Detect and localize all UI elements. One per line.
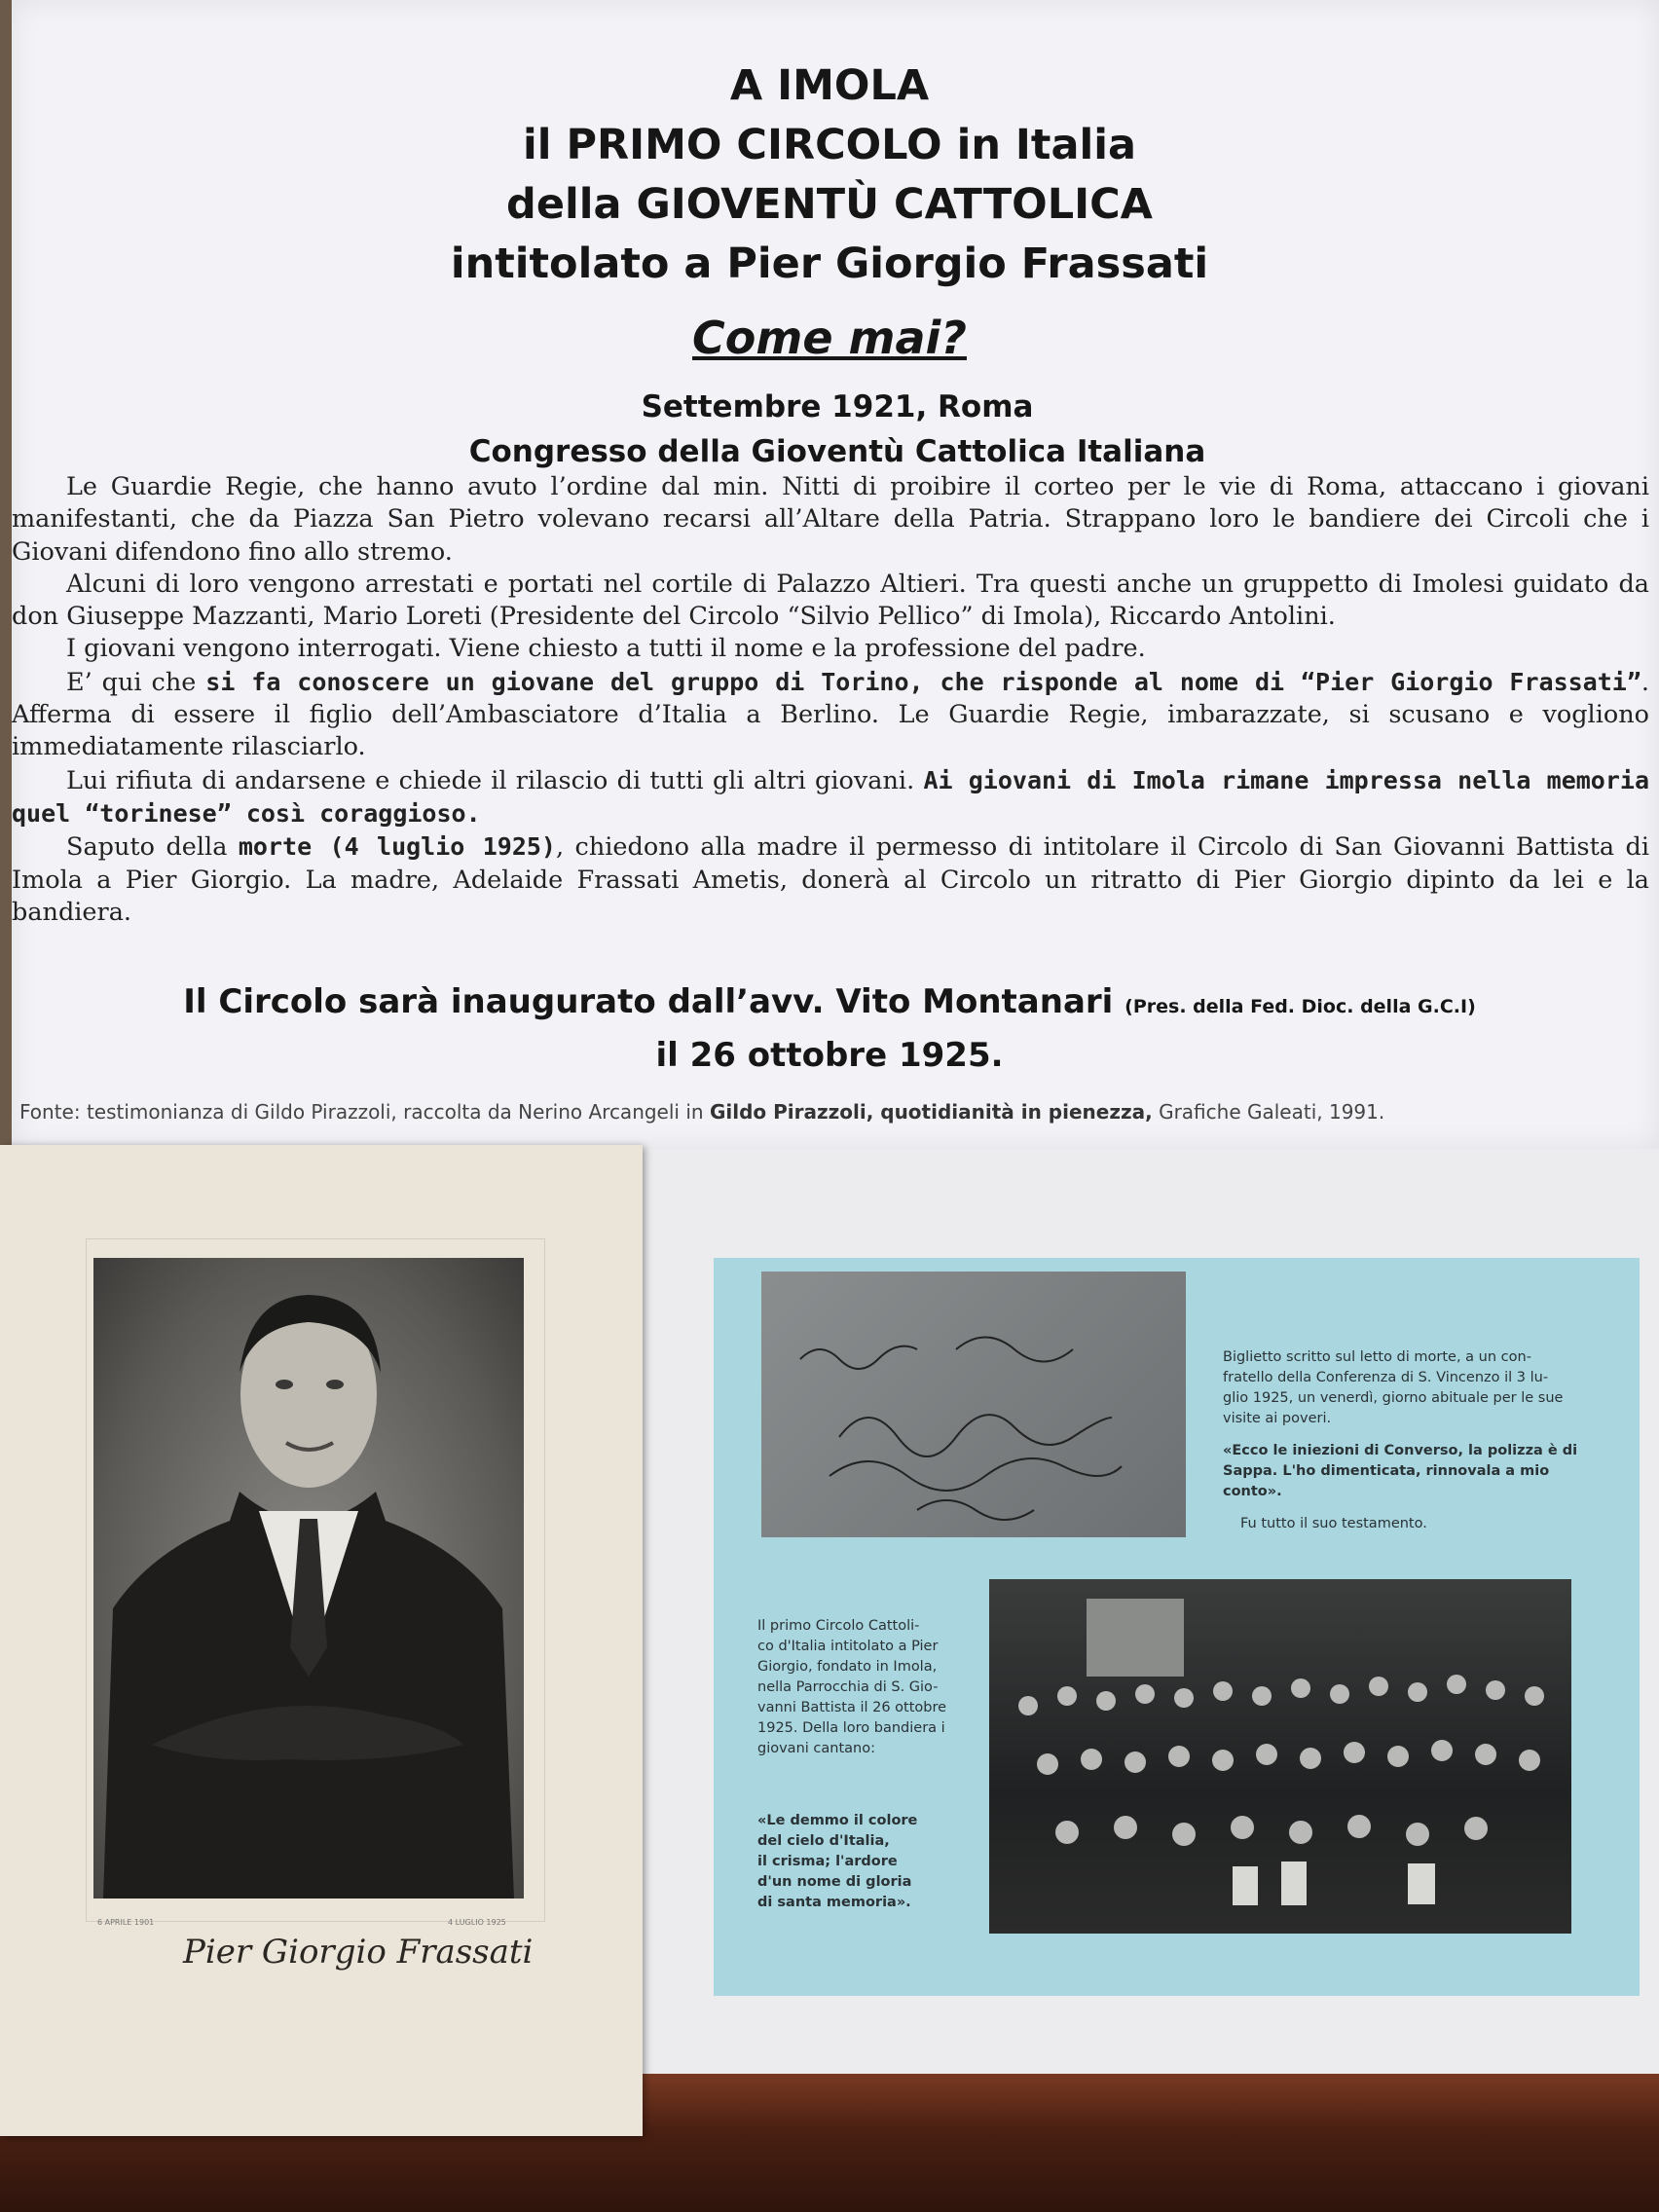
- verse-line: del cielo d'Italia,: [757, 1833, 890, 1849]
- paragraph: [12, 666, 1649, 764]
- title-line: il PRIMO CIRCOLO in Italia: [523, 121, 1136, 169]
- verse-line: d'un nome di gloria: [757, 1874, 912, 1890]
- verse-line: il crisma; l'ardore: [757, 1854, 898, 1869]
- caption-line: glio 1925, un venerdì, giorno abituale per le sue: [1223, 1390, 1564, 1406]
- poster-body: [12, 471, 1649, 929]
- congress-heading: Congresso della Gioventù Cattolica Italiana: [468, 434, 1206, 469]
- inauguration-note: (Pres. della Fed. Dioc. della G.C.I): [1124, 996, 1476, 1017]
- caption-line: 1925. Della loro bandiera i: [757, 1720, 945, 1736]
- portrait-photo: [93, 1258, 524, 1899]
- inauguration-date: il 26 ottobre 1925.: [655, 1036, 1004, 1075]
- paragraph: I giovani vengono interrogati. Viene chiesto a tutti il nome e la professione del padre.: [66, 634, 1146, 664]
- paragraph: [12, 830, 1649, 929]
- song-verse: [757, 1811, 962, 1913]
- date-place: Settembre 1921, Roma: [641, 389, 1034, 424]
- caption-line: Giorgio, fondato in Imola,: [757, 1659, 938, 1675]
- source-citation: [19, 1100, 1655, 1124]
- source-book: Gildo Pirazzoli, quotidianità in pienezza,: [709, 1100, 1153, 1124]
- paragraph: Le Guardie Regie, che hanno avuto l’ordine dal min. Nitti di proibire il corteo per le vie di Roma, attaccano i giovani manifestanti, che da Piazza San Pietro volevano recarsi all’Altare della Patria. Strappano loro le bandiere dei Circoli che i Giovani difendono fino allo stremo.: [12, 472, 1649, 567]
- paragraph-bold: si fa conoscere un giovane del gruppo di Torino, che risponde al nome di “Pier Giorgio Frassati”: [205, 667, 1641, 696]
- caption-line: co d'Italia intitolato a Pier: [757, 1639, 939, 1654]
- source-publisher: Grafiche Galeati, 1991.: [1152, 1100, 1385, 1124]
- inauguration-main: Il Circolo sarà inaugurato dall’avv. Vito Montanari: [183, 982, 1114, 1021]
- paragraph-text: E’ qui che: [66, 667, 206, 697]
- paragraph-text: Lui rifiuta di andarsene e chiede il rilascio di tutti gli altri giovani.: [66, 765, 924, 795]
- handwritten-note: [761, 1272, 1186, 1537]
- inauguration-line: [0, 977, 1659, 1031]
- caption-line: giovani cantano:: [757, 1741, 875, 1756]
- quote-line: «Ecco le iniezioni di Converso, la polizza è di: [1223, 1443, 1578, 1458]
- poster-subtitle: Come mai?: [692, 312, 967, 364]
- paragraph-text: . Afferma di essere il figlio dell’Ambasciatore d’Italia a Berlino. Le Guardie Regie, imbarazzate, si scusano e vogliono immediatamente rilasciarlo.: [12, 667, 1649, 762]
- note-caption: [1223, 1347, 1593, 1534]
- circolo-caption: [757, 1616, 962, 1759]
- caption-line: nella Parrocchia di S. Gio-: [757, 1679, 939, 1695]
- title-line: della GIOVENTÙ CATTOLICA: [506, 180, 1153, 229]
- verse-line: di santa memoria».: [757, 1895, 911, 1910]
- caption-line: vanni Battista il 26 ottobre: [757, 1700, 947, 1715]
- group-photo-crowd: [989, 1579, 1571, 1934]
- paragraph-text: , chiedono alla madre il permesso di intitolare il Circolo di San Giovanni Battista di Imola a Pier Giorgio. La madre, Adelaide Frassati Ametis, donerà al Circolo un ritratto di Pier Giorgio dipinto da lei e la bandiera.: [12, 832, 1649, 927]
- testament-line: Fu tutto il suo testamento.: [1240, 1516, 1427, 1531]
- title-line: intitolato a Pier Giorgio Frassati: [450, 240, 1209, 288]
- caption-line: fratello della Conferenza di S. Vincenzo il 3 lu-: [1223, 1370, 1549, 1385]
- caption-line: visite ai poveri.: [1223, 1411, 1332, 1426]
- paragraph-bold: morte (4 luglio 1925): [238, 832, 556, 862]
- verse-line: «Le demmo il colore: [757, 1813, 918, 1828]
- note-scribbles: [761, 1272, 1186, 1537]
- death-date: 4 LUGLIO 1925: [448, 1918, 506, 1927]
- quote-line: Sappa. L'ho dimenticata, rinnovala a mio conto».: [1223, 1463, 1550, 1499]
- source-text: Fonte: testimonianza di Gildo Pirazzoli, raccolta da Nerino Arcangeli in: [19, 1100, 710, 1124]
- birth-date: 6 APRILE 1901: [97, 1918, 155, 1927]
- portrait-figure: [93, 1258, 524, 1899]
- spacer: [1223, 1502, 1593, 1514]
- paragraph: [12, 764, 1649, 831]
- paragraph-bold: Ai giovani di Imola rimane impressa nella memoria quel “torinese” così coraggioso.: [12, 765, 1649, 828]
- caption-line: Biglietto scritto sul letto di morte, a un con-: [1223, 1349, 1531, 1365]
- paragraph: Alcuni di loro vengono arrestati e portati nel cortile di Palazzo Altieri. Tra questi anche un gruppetto di Imolesi guidato da don Giuseppe Mazzanti, Mario Loreti (Presidente del Circolo “Silvio Pellico” di Imola), Riccardo Antolini.: [12, 569, 1649, 632]
- paragraph-text: Saputo della: [66, 832, 239, 863]
- signature: Pier Giorgio Frassati: [183, 1933, 534, 1972]
- title-line: A IMOLA: [729, 61, 930, 110]
- inauguration: [0, 977, 1659, 1080]
- poster-title: [0, 56, 1659, 294]
- spacer: [1223, 1429, 1593, 1441]
- caption-line: Il primo Circolo Cattoli-: [757, 1618, 920, 1634]
